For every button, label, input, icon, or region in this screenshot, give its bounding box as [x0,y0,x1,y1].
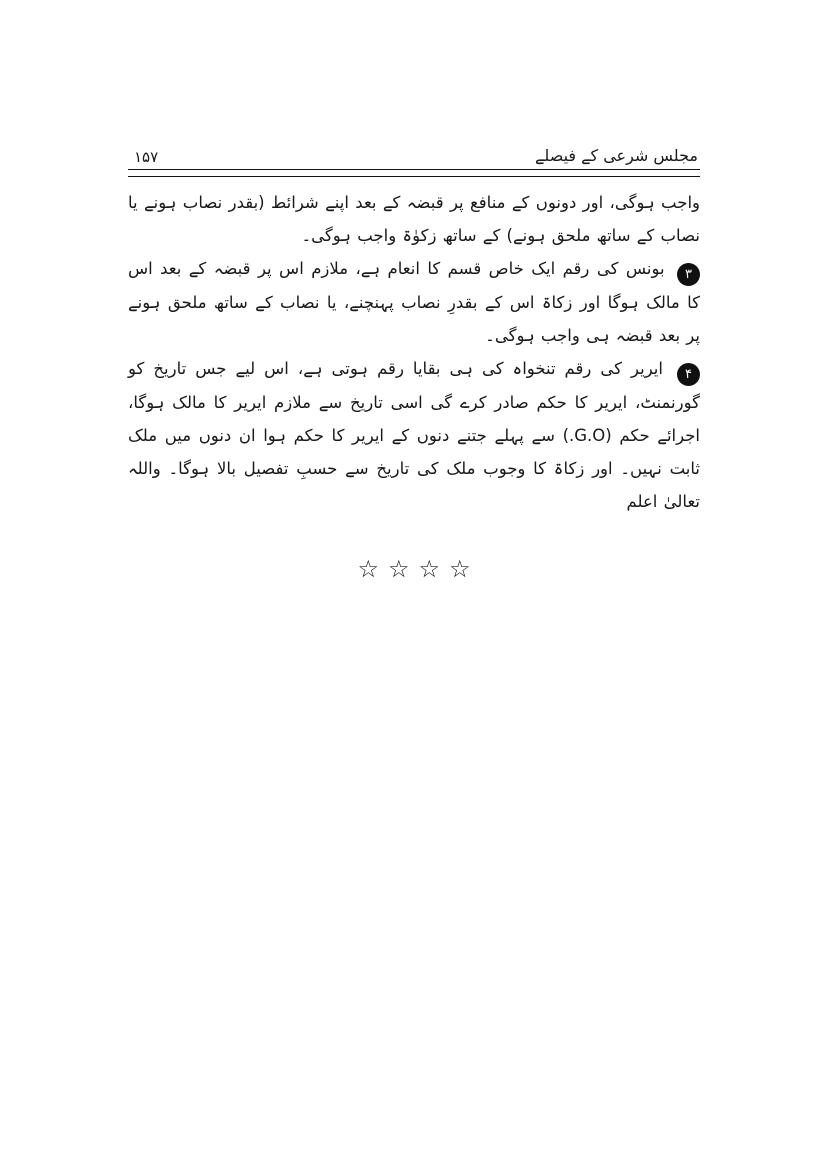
fatwa-item-text: بونس کی رقم ایک خاص قسم کا انعام ہے، ملازم اس پر قبضہ کے بعد اس کا مالک ہوگا اور زکاۃ اس کے بقدرِ نصاب پہنچنے، یا نصاب کے ساتھ ملحق ہونے پر بعد قبضہ ہی واجب ہوگی۔ [128,259,700,345]
item-number-badge: ۳ [677,263,700,286]
intro-paragraph-text: واجب ہوگی، اور دونوں کے منافع پر قبضہ کے بعد اپنے شرائط (بقدر نصاب ہونے یا نصاب کے ساتھ ملحق ہونے) کے ساتھ زکوٰۃ واجب ہوگی۔ [128,193,700,245]
body-text [128,186,700,583]
header-rule-leader [168,148,529,170]
page-content [128,145,700,583]
fatwa-item-3 [128,252,700,352]
fatwa-item-4 [128,352,700,518]
item-number-badge: ۴ [677,363,700,386]
running-head [128,145,700,170]
section-divider-stars: ☆☆☆☆ [357,555,480,583]
running-head-title: مجلس شرعی کے فیصلے [529,145,700,170]
intro-paragraph [128,186,700,252]
page-number: ۱۵۷ [128,147,168,170]
fatwa-item-text: ایریر کی رقم تنخواہ کی ہی بقایا رقم ہوتی ہے، اس لیے جس تاریخ کو گورنمنٹ، ایریر کا حکم صادر کرے گی اسی تاریخ سے ملازم ایریر کا مالک ہوگا، اجرائے حکم (G.O.) سے پہلے جتنے دنوں کے ایریر کا حکم ہوا ان دنوں میں ملک ثابت نہیں۔ اور زکاۃ کا وجوب ملک کی تاریخ سے حسبِ تفصیل بالا ہوگا۔ واللہ تعالیٰ اعلم [128,359,701,511]
header-rule-full [128,176,700,177]
